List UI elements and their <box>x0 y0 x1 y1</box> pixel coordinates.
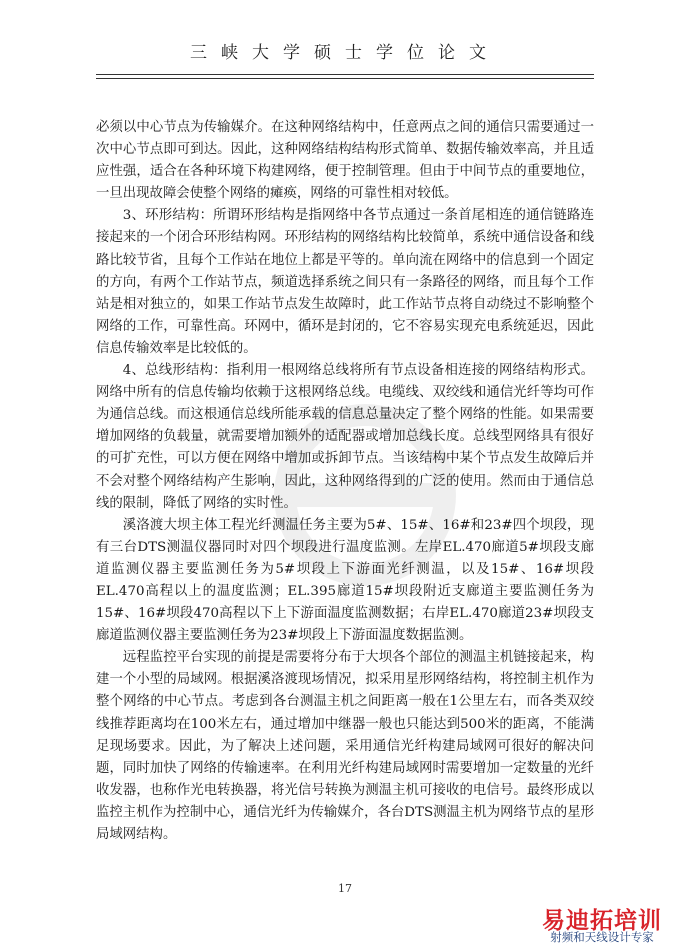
watermark-subtitle: 射频和天线设计专家 <box>550 930 654 944</box>
paragraph: 3、环形结构：所谓环形结构是指网络中各节点通过一条首尾相连的通信链路连接起来的一个闭合环形结构网。环形结构的网络结构比较简单，系统中通信设备和线路比较节省，且每个工作站在地位上都是平等的。单向流在网络中的信息到一个固定的方向，有两个工作站节点，频道选择系统之间只有一条路径的网络，而且每个工作站是相对独立的，如果工作站节点发生故障时，此工作站节点将自动绕过不影响整个网络的工作，可靠性高。环网中，循环是封闭的，它不容易实现充电系统延迟，因此信息传输效率是比较低的。 <box>96 208 594 356</box>
page-number: 17 <box>338 882 352 895</box>
body-text <box>96 117 594 846</box>
header-rule <box>96 74 594 75</box>
paragraph: 远程监控平台实现的前提是需要将分布于大坝各个部位的测温主机链接起来，构建一个小型的局域网。根据溪洛渡现场情况，拟采用星形网络结构，将控制主机作为整个网络的中心节点。考虑到各台测温主机之间距离一般在1公里左右，而各类双绞线推荐距离均在100米左右，通过增加中继器一般也只能达到500米的距离，不能满足现场要求。因此，为了解决上述问题，采用通信光纤构建局域网可很好的解决问题，同时加快了网络的传输速率。在利用光纤构建局域网时需要增加一定数量的光纤收发器，也称作光电转换器，将光信号转换为测温主机可接收的电信号。最终形成以监控主机作为控制中心，通信光纤为传输媒介，各台DTS测温主机为网络节点的星形局域网结构。 <box>96 650 594 842</box>
header-rule-thin <box>96 78 594 79</box>
paragraph: 必须以中心节点为传输媒介。在这种网络结构中，任意两点之间的通信只需要通过一次中心节点即可到达。因此，这种网络结构结构形式简单、数据传输效率高，并且适应性强，适合在各种环境下构建网络，便于控制管理。但由于中间节点的重要地位，一旦出现故障会使整个网络的瘫痪，网络的可靠性相对较低。 <box>96 120 594 202</box>
thesis-header-title: 三峡大学硕士学位论文 <box>190 43 500 63</box>
watermark-title: 易迪拓培训 <box>542 908 662 934</box>
paragraph: 4、总线形结构：指利用一根网络总线将所有节点设备相连接的网络结构形式。网络中所有的信息传输均依赖于这根网络总线。电缆线、双绞线和通信光纤等均可作为通信总线。而这根通信总线所能承载的信息总量决定了整个网络的性能。如果需要增加网络的负载量，就需要增加额外的适配器或增加总线长度。总线型网络具有很好的可扩充性，可以方便在网络中增加或拆卸节点。当该结构中某个节点发生故障后并不会对整个网络结构产生影响，因此，这种网络得到的广泛的使用。然而由于通信总线的限制，降低了网络的实时性。 <box>96 363 594 511</box>
watermark-logo <box>520 902 684 946</box>
paragraph: 溪洛渡大坝主体工程光纤测温任务主要为5#、15#、16#和23#四个坝段，现有三台DTS测温仪器同时对四个坝段进行温度监测。左岸EL.470廊道5#坝段支廊道监测仪器主要监测任务为5#坝段上下游面光纤测温，以及15#、16#坝段EL.470高程以上的温度监测；EL.395廊道15#坝段附近支廊道主要监测任务为15#、16#坝段470高程以下上下游面温度监测数据；右岸EL.470廊道23#坝段支廊道监测仪器主要监测任务为23#坝段上下游面温度数据监测。 <box>96 517 594 644</box>
